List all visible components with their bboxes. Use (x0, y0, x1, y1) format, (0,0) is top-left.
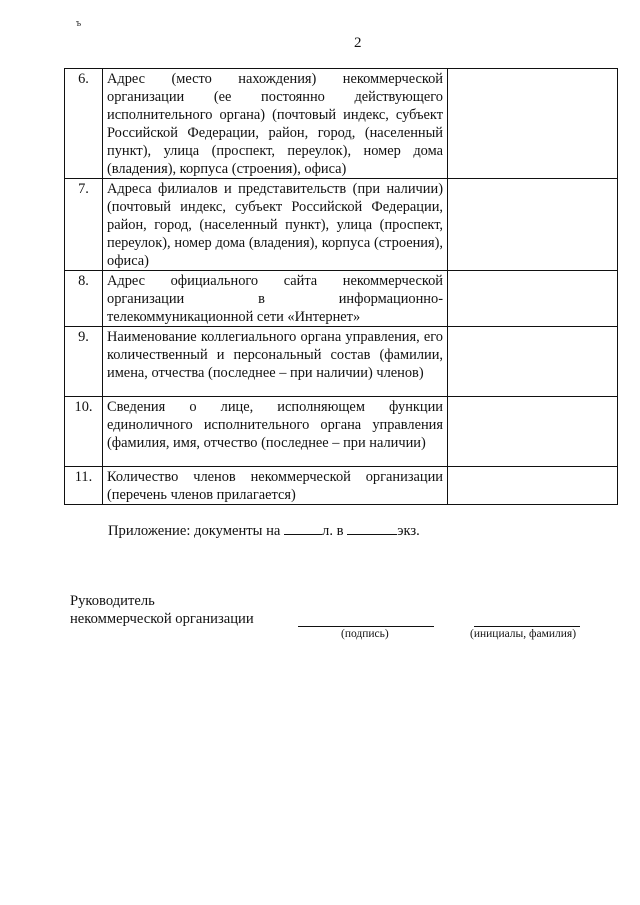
appendix-prefix: Приложение: документы на (108, 523, 281, 539)
row-value-cell (448, 69, 618, 179)
table-row (65, 467, 618, 505)
appendix-middle: л. в (322, 523, 344, 539)
organization-info-table (64, 68, 618, 505)
name-line[interactable] (474, 626, 580, 627)
head-label-line2: некоммерческой организации (70, 611, 254, 627)
row-value-cell (448, 271, 618, 327)
row-description: Сведения о лице, исполняющем функции единоличного исполнительного органа управления (фамилия, имя, отчество (последнее – при наличии) (103, 397, 448, 467)
row-number: 10. (65, 397, 103, 467)
row-number: 8. (65, 271, 103, 327)
row-description: Адреса филиалов и представительств (при наличии) (почтовый индекс, субъект Российской Федерации, район, город, (населенный пункт), улица (проспект, переулок), номер дома (владения), корпуса (строения), офиса) (103, 179, 448, 271)
table-row (65, 271, 618, 327)
row-number: 7. (65, 179, 103, 271)
row-number: 9. (65, 327, 103, 397)
row-value-cell (448, 397, 618, 467)
row-value-cell (448, 467, 618, 505)
signature-caption: (подпись) (341, 628, 389, 640)
table-row (65, 69, 618, 179)
page-number: 2 (354, 35, 362, 51)
row-value-cell (448, 179, 618, 271)
row-description: Количество членов некоммерческой организации (перечень членов прилагается) (103, 467, 448, 505)
row-value-cell (448, 327, 618, 397)
row-number: 6. (65, 69, 103, 179)
scan-mark: ъ (76, 18, 82, 29)
appendix-suffix: экз. (397, 523, 420, 539)
head-of-organization-label (70, 592, 254, 628)
row-description: Адрес (место нахождения) некоммерческой организации (ее постоянно действующего исполнительного органа) (почтовый индекс, субъект Российской Федерации, район, город, (населенный пункт), улица (проспект, переулок), номер дома (владения), корпуса (строения), офиса) (103, 69, 448, 179)
appendix-line (108, 522, 420, 540)
row-description: Наименование коллегиального органа управления, его количественный и персональный состав (фамилии, имена, отчества (последнее – при наличии) членов) (103, 327, 448, 397)
head-label-line1: Руководитель (70, 593, 155, 609)
copies-blank[interactable] (347, 522, 397, 535)
table-row (65, 179, 618, 271)
table-row (65, 327, 618, 397)
pages-blank[interactable] (284, 522, 322, 535)
table-row (65, 397, 618, 467)
signature-line[interactable] (298, 626, 434, 627)
row-description: Адрес официального сайта некоммерческой организации в информационно-телекоммуникационной сети «Интернет» (103, 271, 448, 327)
name-caption: (инициалы, фамилия) (470, 628, 577, 640)
row-number: 11. (65, 467, 103, 505)
